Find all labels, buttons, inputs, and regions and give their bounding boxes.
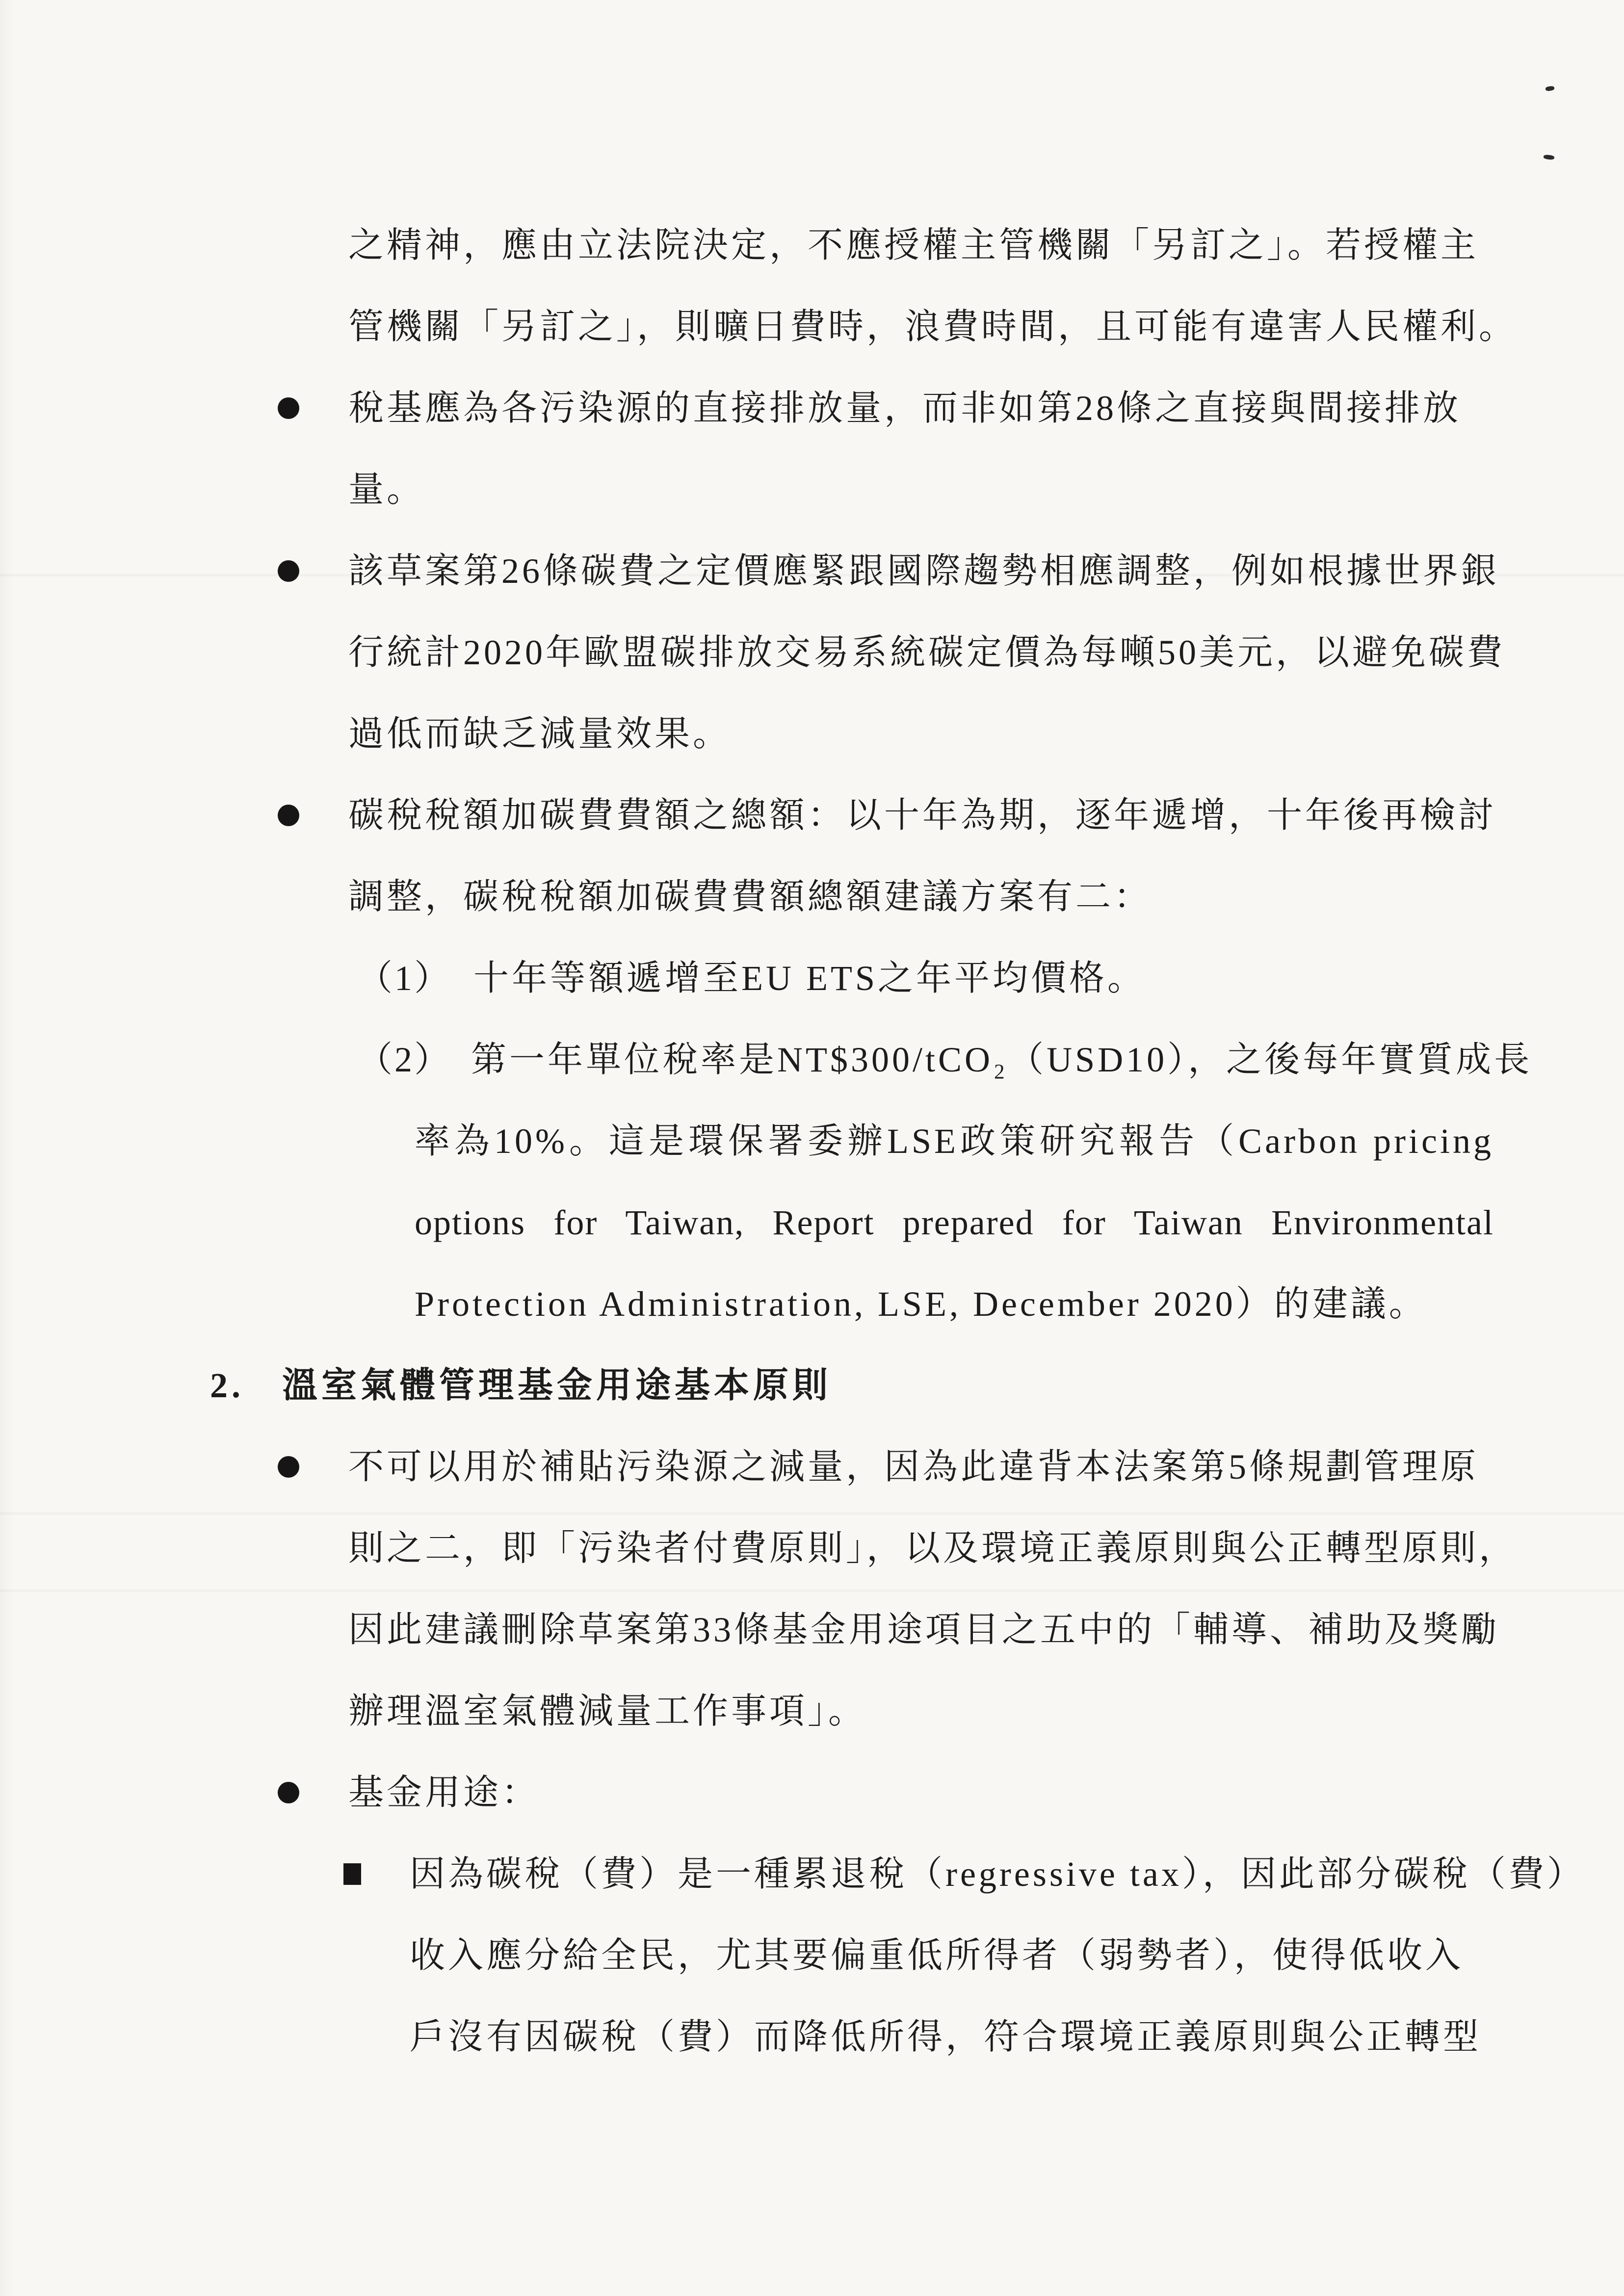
- text-line: 不可以用於補貼污染源之減量，因為此違背本法案第5條規劃管理原: [348, 1447, 1479, 1487]
- scan-speck: [1545, 86, 1554, 91]
- scan-edge-shade: [0, 0, 14, 2296]
- text-line: 管機關「另訂之」，則曠日費時，浪費時間，且可能有違害人民權利。: [348, 307, 1518, 346]
- text-line: 率為10%。這是環保署委辦LSE政策研究報告（Carbon pricing: [415, 1122, 1494, 1161]
- bullet-dot-icon: [278, 366, 299, 450]
- text-line: 則之二，即「污染者付費原則」，以及環境正義原則與公正轉型原則，: [348, 1529, 1518, 1568]
- section-heading: 溫室氣體管理基金用途基本原則: [282, 1366, 832, 1405]
- text-line: Protection Administration, LSE, December 2020）的建議。: [415, 1284, 1427, 1324]
- bullet-dot-icon: [278, 1750, 299, 1835]
- bullet-dot-icon: [278, 773, 299, 858]
- list-marker-1: （1）: [357, 959, 452, 998]
- text-line: 稅基應為各污染源的直接排放量，而非如第28條之直接與間接排放: [348, 389, 1462, 428]
- section-number: 2.: [210, 1366, 244, 1405]
- text-line: 過低而缺乏減量效果。: [348, 714, 732, 754]
- text-line: 因為碳稅（費）是一種累退稅（regressive tax），因此部分碳稅（費）: [410, 1854, 1585, 1894]
- text-line: 十年等額遞增至EU ETS之年平均價格。: [473, 959, 1146, 998]
- text-line: options for Taiwan, Report prepared for Taiwan Environmental: [415, 1203, 1494, 1242]
- text-line: 量。: [348, 470, 425, 509]
- text-line: 碳稅稅額加碳費費額之總額：以十年為期，逐年遞增，十年後再檢討: [348, 796, 1497, 835]
- text-line: 調整，碳稅稅額加碳費費額總額建議方案有二：: [348, 877, 1153, 916]
- text-line: 因此建議刪除草案第33條基金用途項目之五中的「輔導、補助及獎勵: [348, 1610, 1500, 1649]
- bullet-dot-icon: [278, 529, 299, 613]
- text-line: 戶沒有因碳稅（費）而降低所得，符合環境正義原則與公正轉型: [410, 2017, 1482, 2057]
- text-line: 之精神，應由立法院決定，不應授權主管機關「另訂之」。若授權主: [348, 226, 1479, 265]
- bullet-square-icon: [343, 1832, 361, 1916]
- text-line: 收入應分給全民，尤其要偏重低所得者（弱勢者），使得低收入: [410, 1936, 1464, 1975]
- text-line: 行統計2020年歐盟碳排放交易系統碳定價為每噸50美元，以避免碳費: [348, 633, 1506, 672]
- text-line: 辦理溫室氣體減量工作事項」。: [348, 1692, 867, 1731]
- text-line: 該草案第26條碳費之定價應緊跟國際趨勢相應調整，例如根據世界銀: [348, 551, 1500, 591]
- bullet-dot-icon: [278, 1425, 299, 1509]
- list-marker-2: （2）: [357, 1040, 452, 1079]
- scan-speck: [1544, 155, 1555, 160]
- text-line: 第一年單位稅率是NT$300/tCO₂（USD10），之後每年實質成長: [471, 1040, 1533, 1079]
- text-line: 基金用途：: [348, 1773, 540, 1812]
